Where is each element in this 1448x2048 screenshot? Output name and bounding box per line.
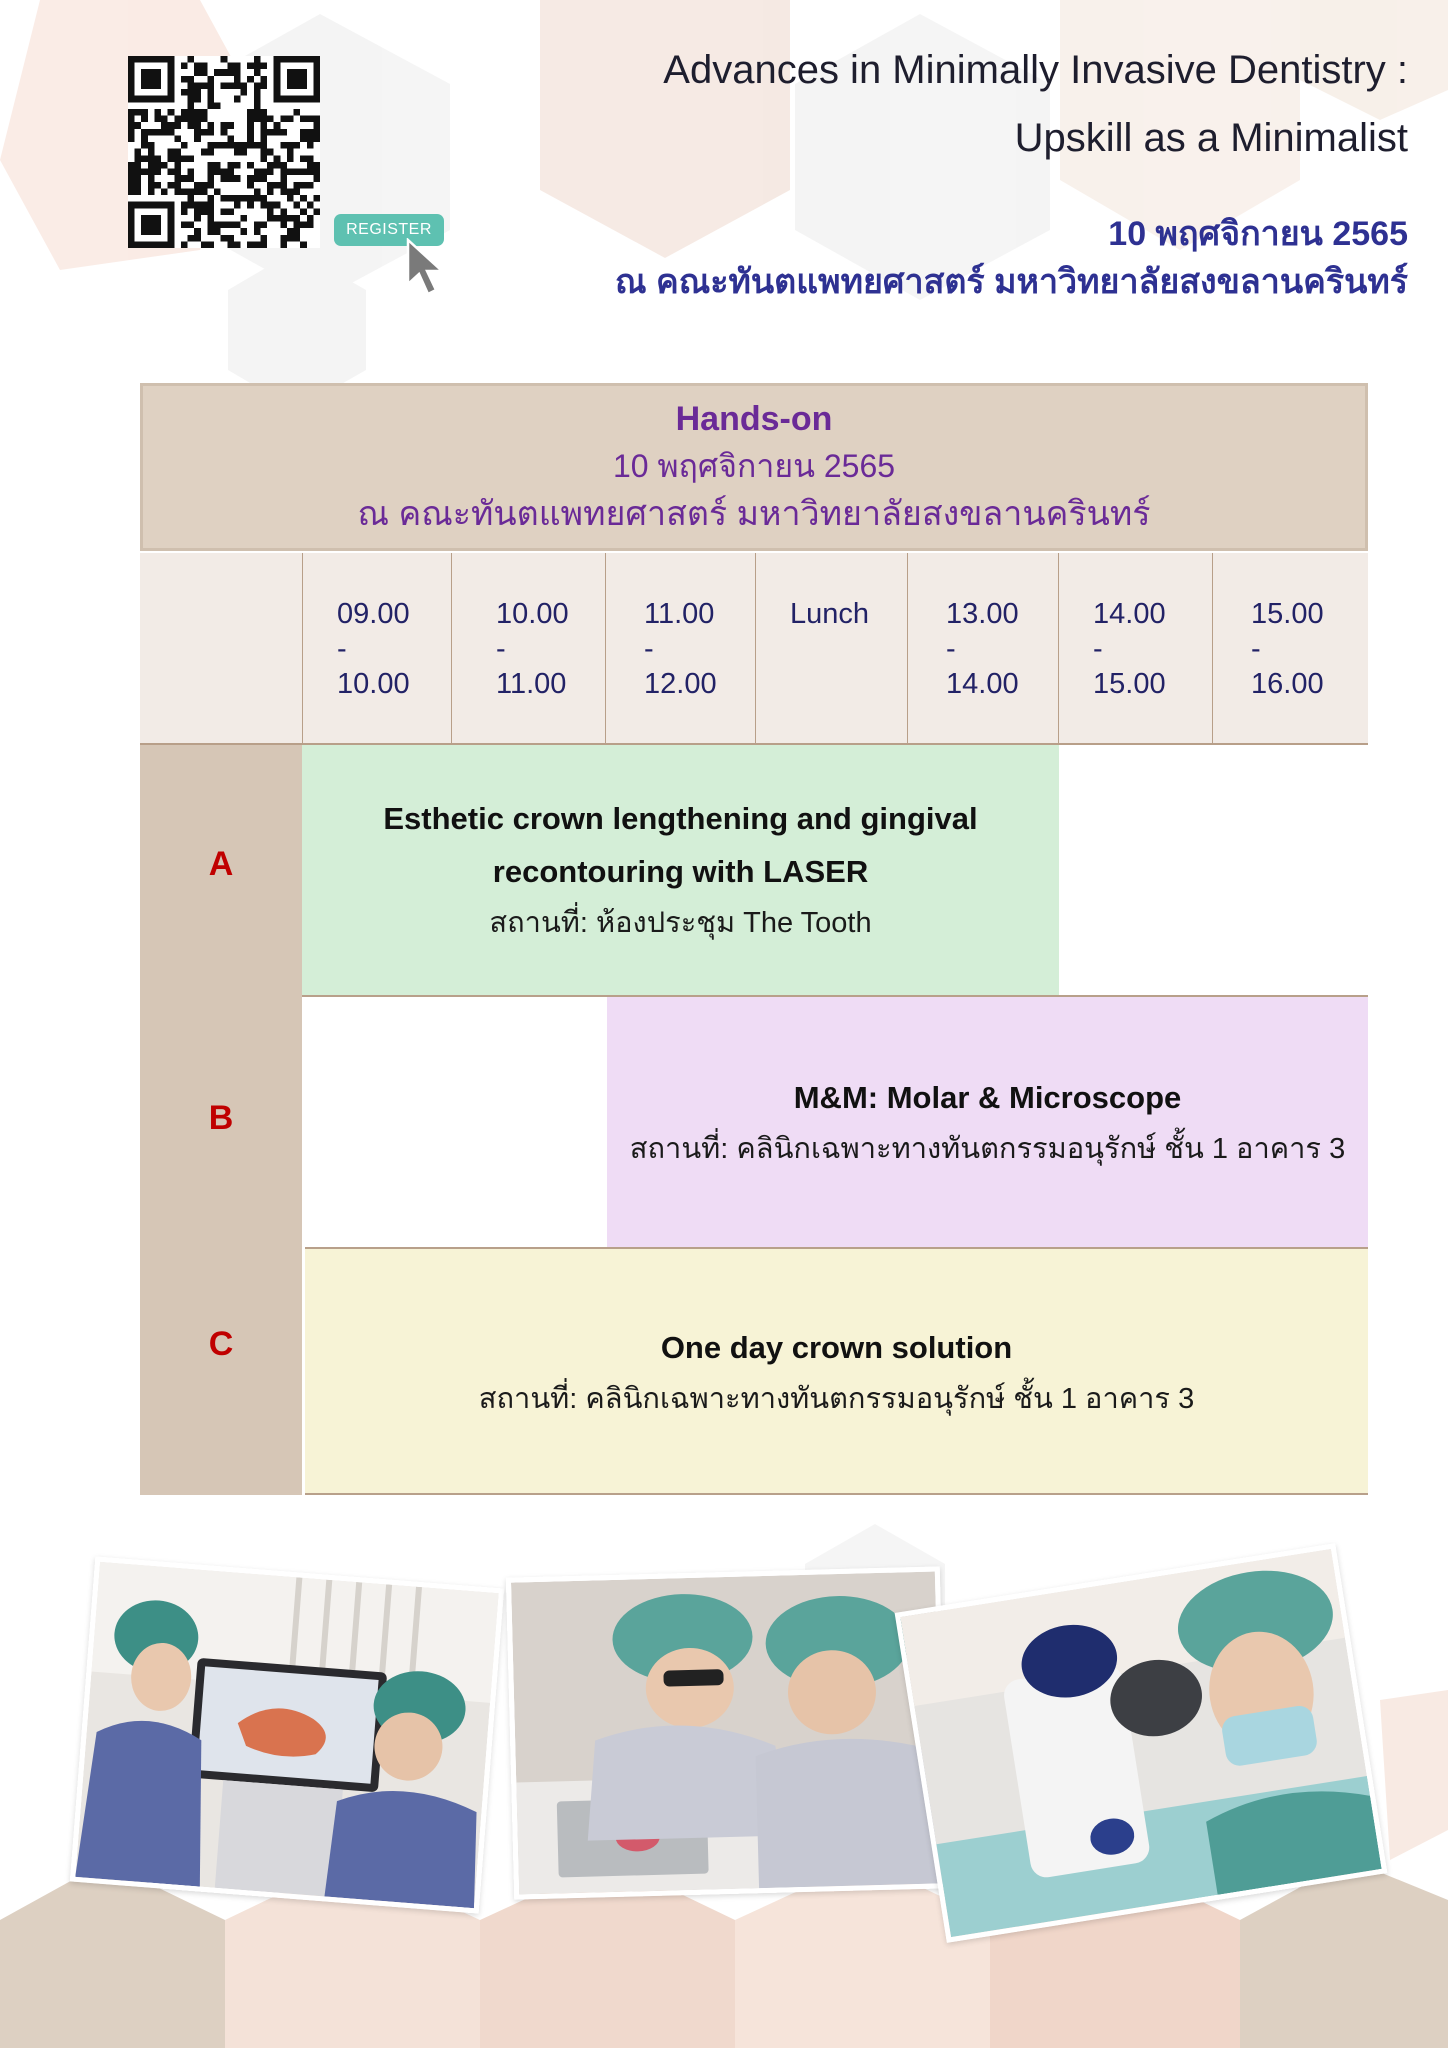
time-slot-1: 09.00 - 10.00 — [302, 553, 451, 743]
time-slot-lunch: Lunch — [755, 553, 907, 743]
session-a-title-line-1: Esthetic crown lengthening and gingival — [383, 801, 978, 836]
divider — [305, 1493, 1368, 1495]
session-a-title-line-2: recontouring with LASER — [492, 854, 869, 889]
qr-code[interactable] — [128, 56, 320, 248]
time-slot-5: 14.00 - 15.00 — [1058, 553, 1212, 743]
event-date: 10 พฤศจิกายน 2565 — [1108, 215, 1408, 253]
schedule-header — [140, 383, 1368, 551]
session-c — [305, 1249, 1368, 1495]
session-c-location: สถานที่: คลินิกเฉพาะทางทันตกรรมอนุรักษ์ ชั้น 1 อาคาร 3 — [478, 1382, 1195, 1415]
session-c-title: One day crown solution — [660, 1329, 1013, 1365]
photo-digital-scanning — [70, 1556, 504, 1913]
time-slot-6: 15.00 - 16.00 — [1212, 553, 1368, 743]
session-a-location: สถานที่: ห้องประชุม The Tooth — [489, 907, 872, 939]
time-slot-2: 10.00 - 11.00 — [451, 553, 605, 743]
event-title-line-1: Advances in Minimally Invasive Dentistry : — [663, 48, 1408, 92]
session-b — [607, 997, 1368, 1247]
time-slot-4: 13.00 - 14.00 — [907, 553, 1058, 743]
row-label-a: A — [208, 845, 234, 883]
row-label-b: B — [208, 1099, 234, 1137]
session-b-title: M&M: Molar & Microscope — [793, 1079, 1182, 1115]
row-label-c: C — [208, 1325, 234, 1363]
schedule-date: 10 พฤศจิกายน 2565 — [612, 448, 896, 484]
schedule-venue: ณ คณะทันตแพทยศาสตร์ มหาวิทยาลัยสงขลานครินทร์ — [357, 495, 1151, 533]
time-slot-row — [140, 553, 1368, 743]
photo-microscope — [895, 1543, 1388, 1943]
event-title-line-2: Upskill as a Minimalist — [1014, 116, 1408, 160]
register-button[interactable]: REGISTER — [334, 214, 444, 246]
session-a — [302, 745, 1059, 995]
qr-code-icon — [128, 56, 320, 248]
cursor-arrow-icon — [404, 238, 450, 298]
schedule-table — [140, 383, 1368, 1495]
event-venue: ณ คณะทันตแพทยศาสตร์ มหาวิทยาลัยสงขลานครินทร์ — [614, 263, 1408, 301]
row-label-column — [140, 745, 302, 1495]
photo-hands-on-lab — [506, 1566, 948, 1899]
schedule-title: Hands-on — [675, 400, 833, 438]
session-b-location: สถานที่: คลินิกเฉพาะทางทันตกรรมอนุรักษ์ ชั้น 1 อาคาร 3 — [629, 1132, 1346, 1165]
time-slot-3: 11.00 - 12.00 — [605, 553, 755, 743]
